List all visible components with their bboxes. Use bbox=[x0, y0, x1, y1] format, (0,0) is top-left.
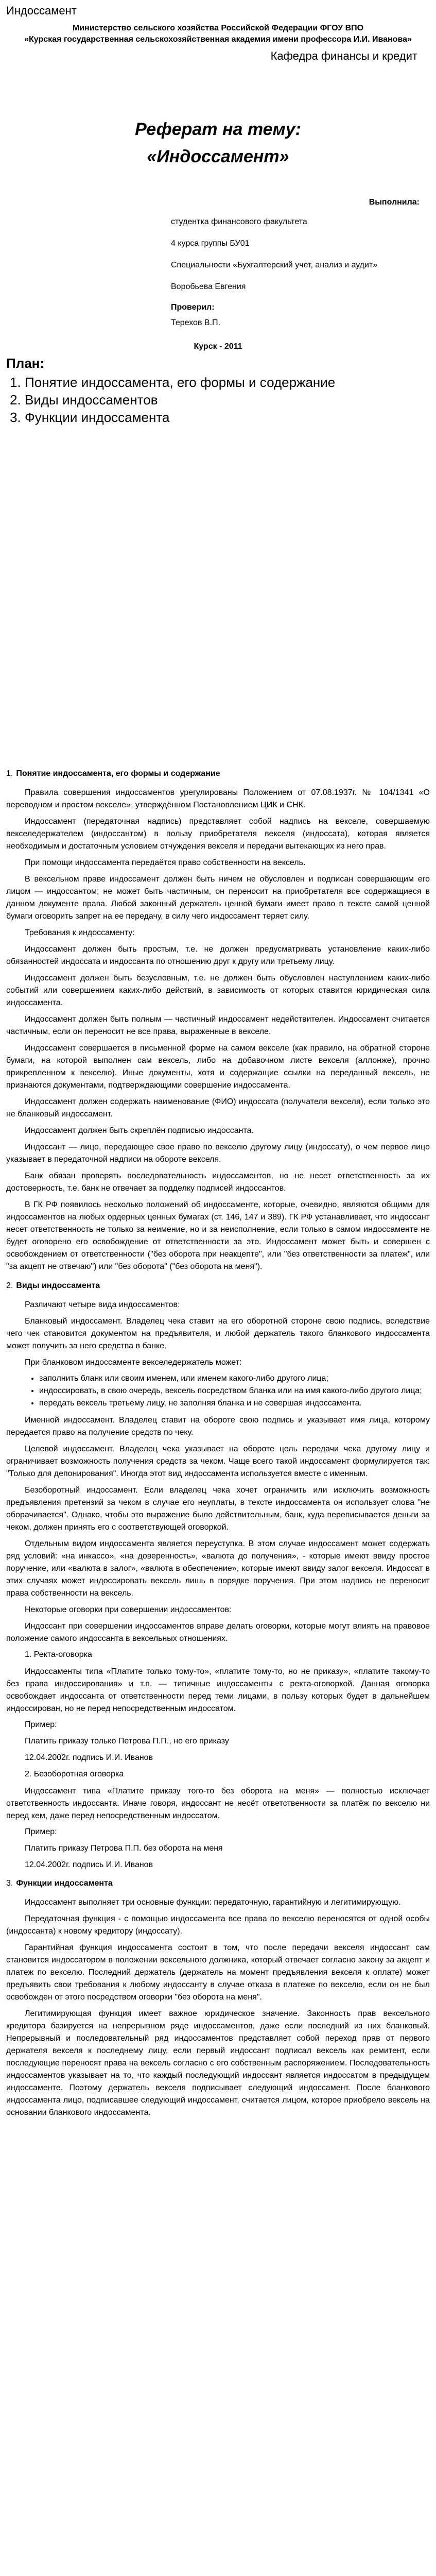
blank-options-list bbox=[6, 1373, 430, 1409]
paragraph: При помощи индоссамента передаётся право собственности на вексель. bbox=[25, 858, 306, 867]
paragraph: Банк обязан проверять последовательность индоссаментов, но не несет ответственность за их достоверность, т.е. банк не отвечает за подделку подписей индоссантов. bbox=[6, 1172, 430, 1193]
paragraph: Индоссант — лицо, передающее свое право по векселю другому лицу (индоссату), о чем первое лицо указывает в передаточной надписи на обороте векселя. bbox=[6, 1143, 430, 1164]
performed-label: Выполнила: bbox=[369, 198, 420, 207]
document bbox=[6, 0, 430, 2123]
paragraph: Индоссамент совершается в письменной форме на самом векселе (как правило, на обратной стороне бумаги, на которой выполнен сам вексель, либо на добавочном листе векселя (аллонже), прочно прикрепленном к векселю). Иные документы, хотя и содержащие ссылки на переданный вексель, не признаются документами, подтверждающими совершение индоссамента. bbox=[6, 1044, 430, 1090]
section-title: Функции индоссамента bbox=[16, 1879, 113, 1888]
paragraph: Передаточная функция - с помощью индоссамента все права по векселю переносятся от одной особы (индоссанта) к новому кредитору (индоссату). bbox=[6, 1914, 430, 1936]
city-year: Курск - 2011 bbox=[194, 342, 242, 351]
plan-item: 1. Понятие индоссамента, его формы и содержание bbox=[25, 374, 430, 391]
performer-line: студентка финансового факультета bbox=[171, 217, 307, 226]
paragraph: Именной индоссамент. Владелец ставит на обороте свою подпись и указывает имя лица, которому передается право на получение средств по чеку. bbox=[6, 1416, 430, 1437]
title-line-1: Реферат на тему: bbox=[135, 120, 301, 139]
paragraph: Некоторые оговорки при совершении индоссаментов: bbox=[25, 1605, 232, 1614]
paragraph: Безоборотный индоссамент. Если владелец чека хочет ограничить или исключить возможность предъявления претензий за чеком в случае его неуплаты, в тексте индоссамента он использует слова "не оборачивается". Однако, чтобы это выражение было действительным, банк, куда переписывается деньги за чеком, должен принять его с соответствующей оговоркой. bbox=[6, 1486, 430, 1532]
paragraph: Правила совершения индоссаментов урегулированы Положением от 07.08.1937г. № 104/1341 «О переводном и простом векселе», утверждённом Постановлением ЦИК и СНК. bbox=[6, 788, 430, 809]
section-2-heading bbox=[6, 1281, 430, 1291]
paragraph: Индоссаменты типа «Платите только тому-то», «платите тому-то, но не приказу», «платите такому-то без права индоссирования» и т.п. — типичные индоссаменты с ректа-оговоркой. Данная оговорка освобождает индоссанта от ответственности перед теми лицами, в пользу которых будет в дальнейшем индоссирован, но не перед непосредственным индоссатом. bbox=[6, 1667, 430, 1713]
performer-info bbox=[171, 216, 430, 293]
section-number: 1. bbox=[6, 769, 13, 778]
plan-title: План: bbox=[6, 355, 45, 371]
paragraph: Индоссамент должен содержать наименование (ФИО) индоссата (получателя векселя), если только это не бланковый индоссамент. bbox=[6, 1097, 430, 1118]
paragraph: Индоссант при совершении индоссаментов вправе делать оговорки, которые могут влиять на правовое положение самого индоссанта в вексельных отношениях. bbox=[6, 1622, 430, 1643]
section-3-heading bbox=[6, 1879, 430, 1888]
subitem-heading: 1. Ректа-оговорка bbox=[25, 1650, 92, 1659]
paragraph: В вексельном праве индоссамент должен быть ничем не обусловлен и подписан совершающим его лицом — индоссантом; не может быть частичным, он переносит на приобретателя все содержащиеся в данном документе права. Любой законный держатель ценной бумаги имеет право в тексте самой ценной бумаги оговорить запрет на ее передачу, в силу чего индоссамент теряет силу. bbox=[6, 875, 430, 921]
blank-space bbox=[6, 426, 430, 761]
subitem-heading: 2. Безоборотная оговорка bbox=[25, 1770, 124, 1778]
checked-label: Проверил: bbox=[171, 303, 215, 312]
section-number: 3. bbox=[6, 1879, 13, 1888]
checker-name: Терехов В.П. bbox=[171, 318, 220, 327]
performer-line: Воробьева Евгения bbox=[171, 282, 246, 291]
paragraph: Индоссамент должен быть скреплён подписью индоссанта. bbox=[25, 1126, 254, 1135]
example-line: Платить приказу только Петрова П.П., но его приказу bbox=[25, 1737, 229, 1745]
title-line-2: «Индоссамент» bbox=[147, 147, 289, 166]
checker-info bbox=[171, 317, 430, 329]
list-item: • заполнить бланк или своим именем, или именем какого-либо другого лица; bbox=[39, 1373, 430, 1384]
section-number: 2. bbox=[6, 1281, 13, 1290]
performer-line: 4 курса группы БУ01 bbox=[171, 239, 250, 248]
example-line: 12.04.2002г. подпись И.И. Иванов bbox=[25, 1860, 153, 1869]
paragraph: Индоссамент должен быть полным — частичный индоссамент недействителен. Индоссамент считается частичным, если он переносит не все права, выраженные в векселе. bbox=[6, 1015, 430, 1036]
ministry-line: Министерство сельского хозяйства Российской Федерации ФГОУ ВПО bbox=[72, 24, 364, 32]
example-label: Пример: bbox=[25, 1827, 57, 1836]
paragraph: Индоссамент типа «Платите приказу того-то без оборота на меня» — полностью исключает ответственность индоссанта. Иначе говоря, индоссант не несёт ответственности за платёж по векселю ни перед кем, даже перед непосредственным индоссатом. bbox=[6, 1787, 430, 1820]
paragraph: Требования к индоссаменту: bbox=[25, 928, 135, 937]
plan-list bbox=[6, 374, 430, 426]
paragraph: Индоссамент выполняет три основные функции: передаточную, гарантийную и легитимирующую. bbox=[25, 1898, 401, 1907]
paragraph: Целевой индоссамент. Владелец чека указывает на обороте цель передачи чека другому лицу и ограничивает возможность получения средств за чеком. Чаще всего такой индоссамент формулируется так: "Только для депонирования". Иногда этот вид индоссамента используется вместе с именным. bbox=[6, 1445, 430, 1478]
plan-item: 2. Виды индоссаментов bbox=[25, 391, 430, 409]
list-item: • передать вексель третьему лицу, не заполняя бланка и не совершая индоссамента. bbox=[39, 1398, 430, 1409]
paragraph: Гарантийная функция индоссамента состоит в том, что после передачи векселя индоссант сам становится индоссатором в положении вексельного должника, который отвечает согласно закону за акцепт и платеж по векселю. Последний держатель (держатель на момент предъявления векселя к оплате) может предъявить свои требования к любому индоссанту в случае отказа в платеже по векселю, если он не был освобожден от этого посредством оговорки "без оборота на меня". bbox=[6, 1943, 430, 2002]
paragraph: Индоссамент должен быть безусловным, т.е. не должен быть обусловлен наступлением каких-либо событий или совершением каких-либо действий, в зависимость от которых ставится юридическая сила индоссамента. bbox=[6, 974, 430, 1007]
section-1-heading bbox=[6, 769, 430, 778]
example-line: Платить приказу Петрова П.П. без оборота на меня bbox=[25, 1844, 223, 1853]
section-title: Виды индоссамента bbox=[16, 1281, 100, 1290]
paragraph: Легитимирующая функция имеет важное юридическое значение. Законность прав вексельного кредитора базируется на непрерывном ряде индоссаментов, даже если последний из них бланковый. Непрерывный и последовательный ряд индоссаментов представляет собой переход прав от первого держателя векселя к последнему лицу, если первый индоссант подписал вексель как ремитент, если последующие переносят права на вексель согласно с его собственным распоряжением. Последовательность индоссаментов указывает на то, что каждый последующий индоссант является индоссатом в предыдущем индоссаменте. Поэтому держатель векселя подписывает следующий индоссамент. После бланкового индоссамента лицо, подписавшее следующий индоссамент, считается лицом, которое приобрело вексель на основании бланкового индоссамента. bbox=[6, 2009, 430, 2117]
plan-item: 3. Функции индоссамента bbox=[25, 409, 430, 426]
example-line: 12.04.2002г. подпись И.И. Иванов bbox=[25, 1753, 153, 1762]
department: Кафедра финансы и кредит bbox=[270, 49, 417, 62]
paragraph: Отдельным видом индоссамента является переуступка. В этом случае индоссамент может содержать ряд условий: «на инкассо», «на доверенность», «валюта до получения», - которые имеют ввиду простое поручение, или «валюта в залог», «валюта в обеспечение», которые имеют ввиду залог векселя. Индоссат в этих случаях может индоссировать вексель лишь в порядке поручения. При этом надпись не переносит права собственности на вексель. bbox=[6, 1539, 430, 1598]
paragraph: В ГК РФ появилось несколько положений об индоссаменте, которые, очевидно, являются общими для индоссаментов на любых ордерных ценных бумагах (ст. 146, 147 и 389). ГК РФ устанавливает, что индоссант несет ответственность не только за неимение, но и за неисполнение, если только в самом индоссаменте не будет оговорено его освобождение от ответственности за это. Индоссамент может быть и совершен с освобождением от ответственности ("без оборота при неакцепте", или "без ответственности за платеж", или "за акцепт не отвечаю") или "без оборота" ("без оборота на меня"). bbox=[6, 1200, 430, 1271]
paragraph: Индоссамент должен быть простым, т.е. не должен предусматривать установление каких-либо обязанностей индоссата и индоссанта по отношению друг к другу или третьему лицу. bbox=[6, 945, 430, 966]
performer-line: Специальности «Бухгалтерский учет, анализ и аудит» bbox=[171, 261, 378, 269]
list-item: • индоссировать, в свою очередь, вексель посредством бланка или на имя какого-либо другого лица; bbox=[39, 1385, 430, 1397]
paragraph: Различают четыре вида индоссаментов: bbox=[25, 1300, 180, 1309]
example-label: Пример: bbox=[25, 1720, 57, 1729]
paragraph: Индоссамент (передаточная надпись) представляет собой надпись на векселе, совершаемую векселедержателем (индоссантом) в пользу приобретателя векселя (индоссата), которая является необходимым и достаточным условием отчуждения векселя и передачи вытекающих из него прав. bbox=[6, 817, 430, 851]
window-title: Индоссамент bbox=[6, 4, 77, 17]
section-title: Понятие индоссамента, его формы и содержание bbox=[16, 769, 220, 778]
paragraph: При бланковом индоссаменте векселедержатель может: bbox=[25, 1358, 242, 1367]
academy-line: «Курская государственная сельскохозяйственная академия имени профессора И.И. Иванова» bbox=[24, 35, 412, 44]
paragraph: Бланковый индоссамент. Владелец чека ставит на его оборотной стороне свою подпись, вследствие чего чек становится документом на предъявителя, и любой держатель такого бланкового индоссамента может получить за него средства в банке. bbox=[6, 1317, 430, 1350]
